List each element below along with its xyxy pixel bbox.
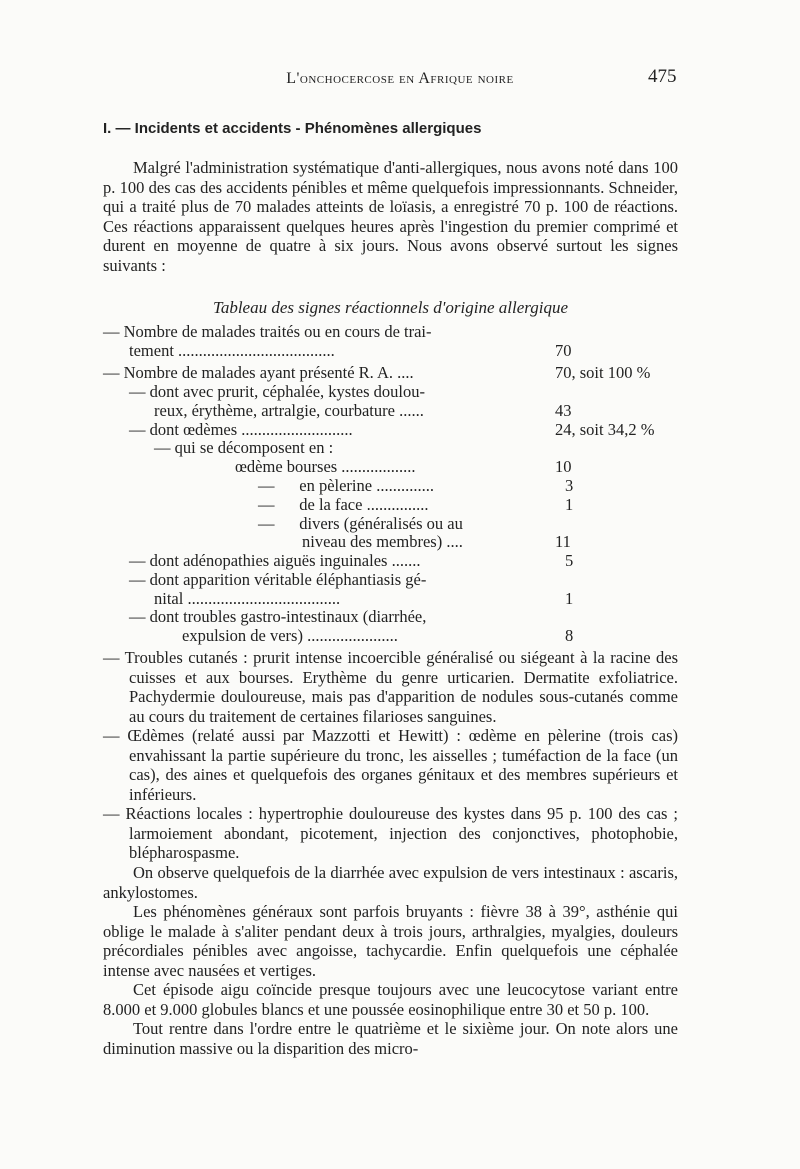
item-oedemes: — Œdèmes (relaté aussi par Mazzotti et Hewitt) : œdème en pèlerine (trois cas) envahissant la partie supérieure du tronc, les aisselles ; tuméfaction de la face (un cas), des aines et quelquefois des organes génitaux et des membres supérieurs et inférieurs.: [103, 726, 678, 804]
table-row-label: — dont avec prurit, céphalée, kystes doulou-: [129, 382, 425, 401]
table-row-value: 1: [565, 589, 574, 608]
table-row-label: — dont troubles gastro-intestinaux (diarrhée,: [129, 607, 427, 626]
paragraph-retour-normal: Tout rentre dans l'ordre entre le quatrième et le sixième jour. On note alors une diminution massive ou la disparition des micro-: [103, 1019, 678, 1058]
table-row-label: — Nombre de malades traités ou en cours de trai-: [103, 322, 432, 341]
section-heading: I. — Incidents et accidents - Phénomènes allergiques: [103, 120, 482, 137]
table-row-value: 70, soit 100 %: [555, 363, 651, 382]
table-row-label: — dont œdèmes ...........................: [129, 420, 353, 439]
table-row-label: expulsion de vers) ......................: [182, 626, 398, 645]
table-row-label: — qui se décomposent en :: [154, 438, 334, 457]
intro-text: Malgré l'administration systématique d'anti-allergiques, nous avons noté dans 100 p. 100 des cas des accidents pénibles et même quelquefois impressionnants. Schneider, qui a traité plus de 70 malades atteints de loïasis, a enregistré 70 p. 100 de réactions. Ces réactions apparaissent quelques heures après l'ingestion du premier comprimé et durent en moyenne de quatre à six jours. Nous avons observé surtout les signes suivants :: [103, 158, 678, 275]
item-reactions-locales: — Réactions locales : hypertrophie douloureuse des kystes dans 95 p. 100 des cas ; larmoiement abondant, picotement, injection des conjonctives, photophobie, blépharospasme.: [103, 804, 678, 862]
running-title: L'onchocercose en Afrique noire: [286, 70, 514, 87]
table-row-value: 3: [565, 476, 574, 495]
table-row-label: niveau des membres) ....: [302, 532, 463, 551]
table-row-label: — dont apparition véritable éléphantiasis gé-: [129, 570, 427, 589]
item-list: [103, 648, 678, 863]
item-troubles-cutanes: — Troubles cutanés : prurit intense incoercible généralisé ou siégeant à la racine des cuisses et aux bourses. Erythème du genre urticarien. Dermatite exfoliatrice. Pachydermie douloureuse, mais pas d'apparition de nodules sous-cutanés comme au cours du traitement de certaines filarioses sanguines.: [103, 648, 678, 726]
table-row-label: — de la face ...............: [258, 495, 429, 514]
intro-paragraph: [103, 158, 678, 275]
table-row-label: — dont adénopathies aiguës inguinales .......: [129, 551, 421, 570]
paragraph-phenomenes-generaux: Les phénomènes généraux sont parfois bruyants : fièvre 38 à 39°, asthénie qui oblige le malade à s'aliter pendant deux à trois jours, arthralgies, myalgies, douleurs précordiales pénibles avec angoisse, tachycardie. Enfin quelquefois une céphalée intense avec nausées et vertiges.: [103, 902, 678, 980]
paragraph-diarrhee: On observe quelquefois de la diarrhée avec expulsion de vers intestinaux : ascaris, ankylostomes.: [103, 863, 678, 902]
table-row-value: 10: [555, 457, 572, 476]
table-row-label: — en pèlerine ..............: [258, 476, 434, 495]
page-number: 475: [648, 66, 677, 87]
closing-paragraphs: [103, 863, 678, 1058]
table-row-value: 8: [565, 626, 574, 645]
table-title: Tableau des signes réactionnels d'origine allergique: [212, 298, 569, 317]
table-row-value: 70: [555, 341, 572, 360]
paragraph-leucocytose: Cet épisode aigu coïncide presque toujours avec une leucocytose variant entre 8.000 et 9.000 globules blancs et une poussée eosinophilique entre 30 et 50 p. 100.: [103, 980, 678, 1019]
table-row-label: tement ......................................: [129, 341, 335, 360]
table-row-label: — Nombre de malades ayant présenté R. A. ....: [103, 363, 414, 382]
table-row-value: 11: [555, 532, 571, 551]
table-row-label: nital .....................................: [154, 589, 341, 608]
table-row-label: — divers (généralisés ou au: [258, 514, 463, 533]
table-row-value: 5: [565, 551, 574, 570]
table-row-label: œdème bourses ..................: [235, 457, 416, 476]
table-row-value: 1: [565, 495, 574, 514]
table-row-label: reux, érythème, artralgie, courbature ......: [154, 401, 424, 420]
table-row-value: 24, soit 34,2 %: [555, 420, 655, 439]
table-row-value: 43: [555, 401, 572, 420]
